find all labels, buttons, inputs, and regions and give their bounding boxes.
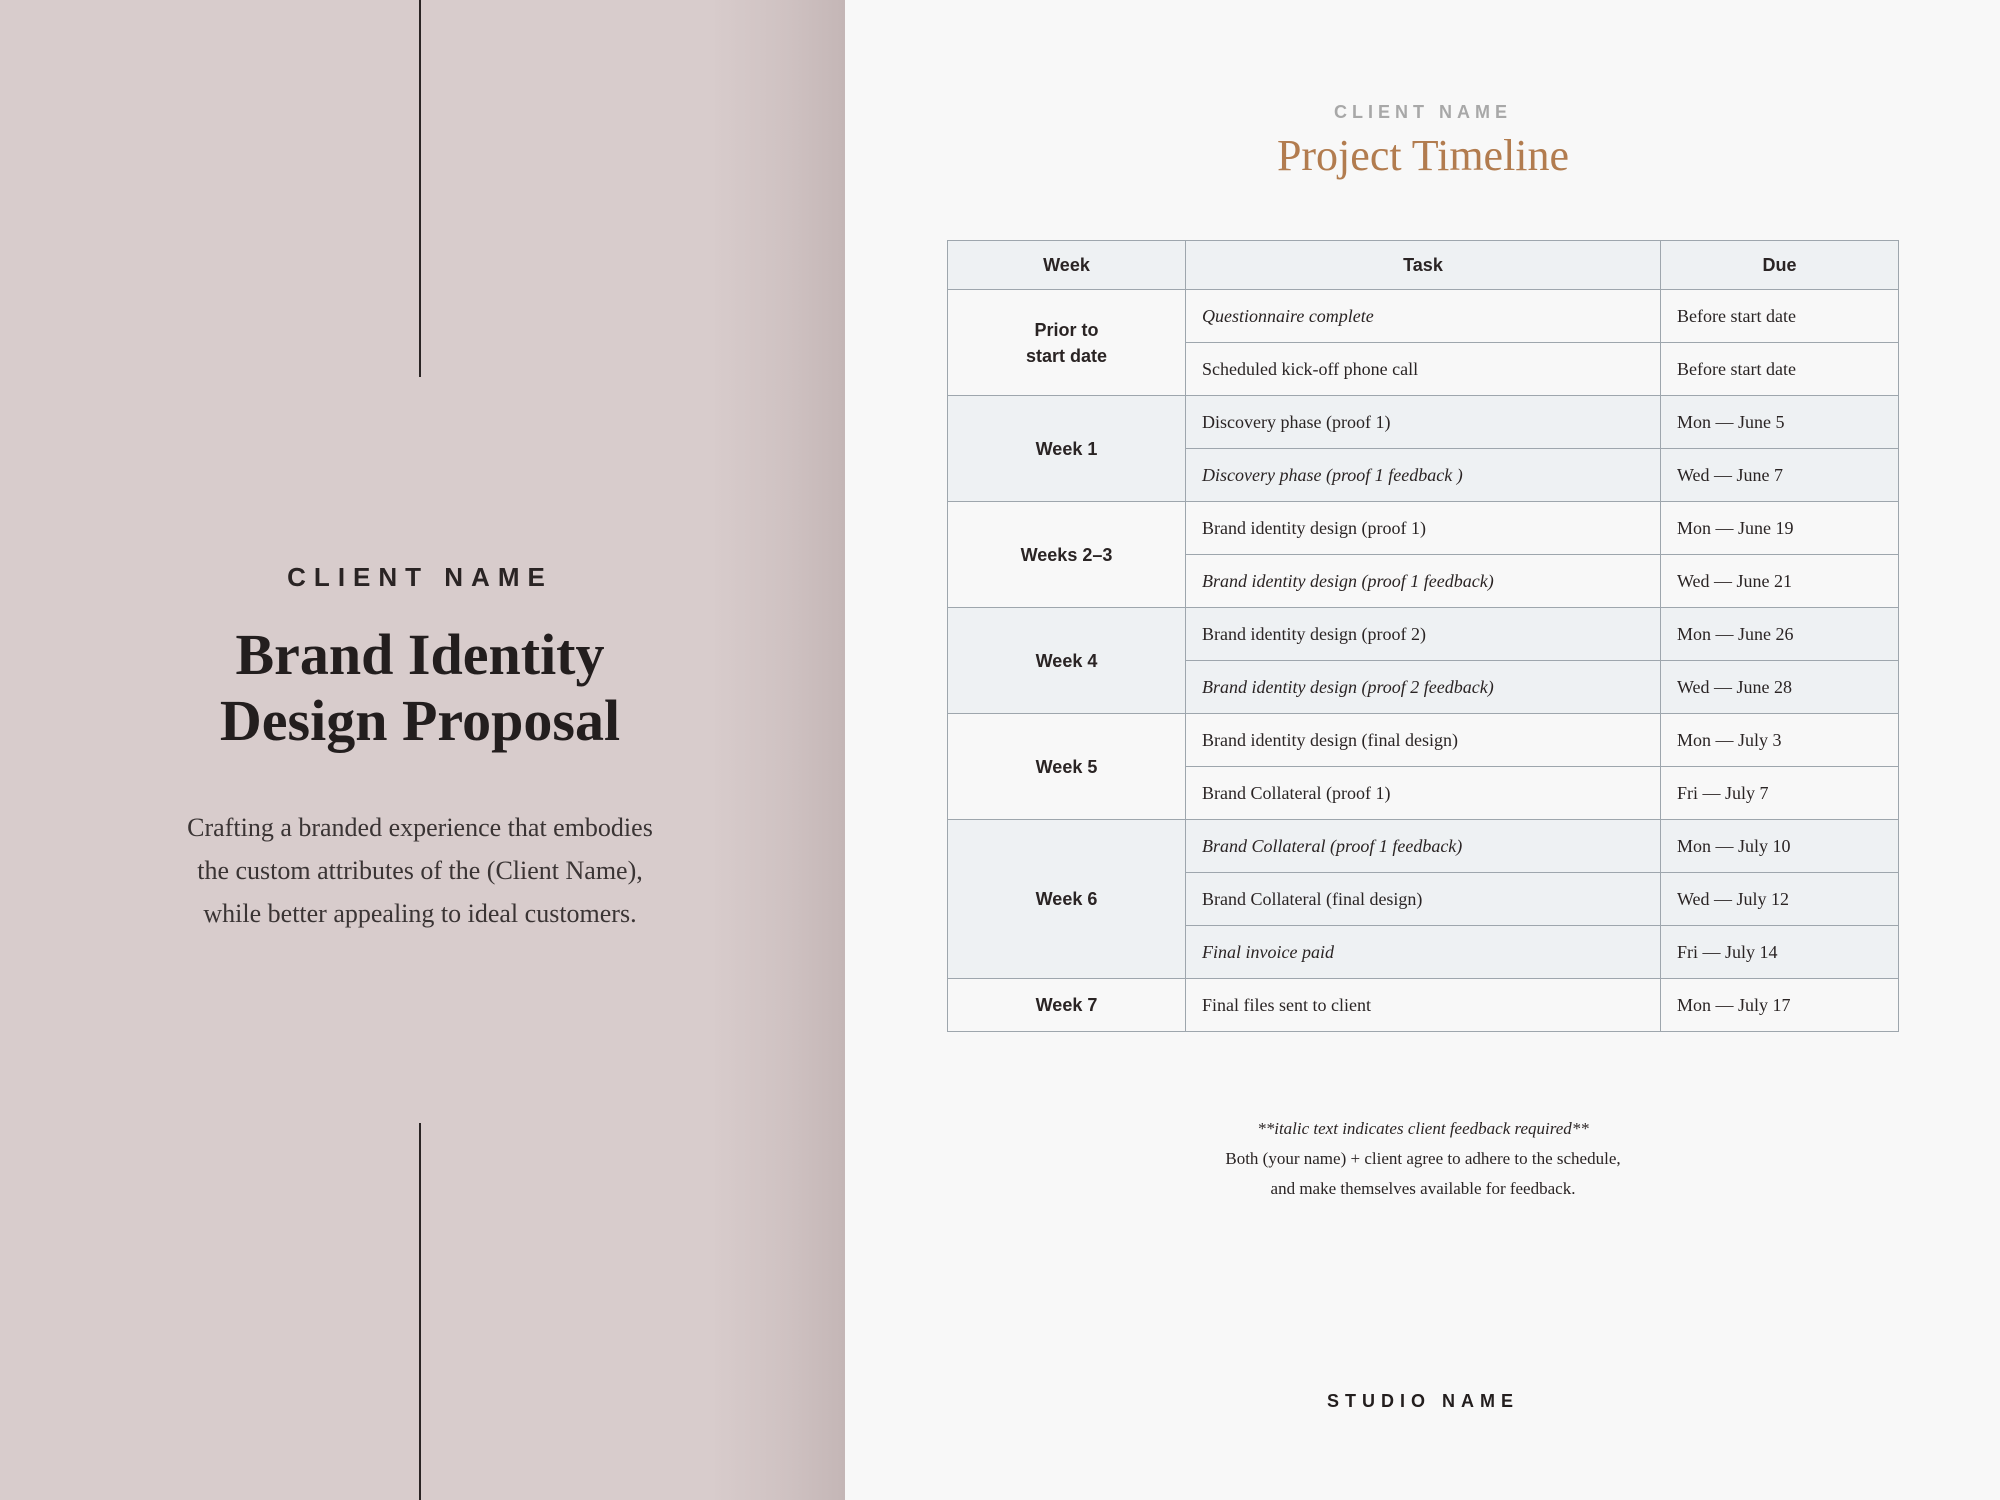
table-row xyxy=(948,979,1899,1032)
due-cell: Mon — July 10 xyxy=(1661,820,1899,873)
week-label: Week 6 xyxy=(1035,889,1098,909)
week-label: Week 7 xyxy=(1035,995,1098,1015)
page-title: Project Timeline xyxy=(1276,131,1570,180)
cover-subtitle-line: while better appealing to ideal customers. xyxy=(203,899,637,928)
due-cell: Wed — July 12 xyxy=(1661,873,1899,926)
table-row xyxy=(948,608,1899,661)
due-cell: Wed — June 21 xyxy=(1661,555,1899,608)
task-cell: Brand Collateral (proof 1 feedback) xyxy=(1186,820,1661,873)
week-label: Week 1 xyxy=(1035,438,1098,459)
due-cell: Mon — June 5 xyxy=(1661,396,1899,449)
cover-title-line: Design Proposal xyxy=(219,688,621,753)
timeline-client-name: CLIENT NAME xyxy=(1334,102,1512,122)
table-row xyxy=(948,714,1899,767)
table-row xyxy=(948,290,1899,343)
feedback-note xyxy=(947,1114,1899,1204)
task-cell: Brand identity design (final design) xyxy=(1186,714,1661,767)
cover-subtitle xyxy=(0,806,840,935)
week-cell xyxy=(948,608,1186,714)
task-cell: Brand Collateral (final design) xyxy=(1186,873,1661,926)
studio-name: STUDIO NAME xyxy=(1327,1391,1519,1411)
divider-line-bottom xyxy=(419,1123,421,1500)
cover-subtitle-line: the custom attributes of the (Client Name), xyxy=(197,856,643,885)
header-due: Due xyxy=(1661,241,1899,290)
due-cell: Wed — June 28 xyxy=(1661,661,1899,714)
divider-line-top xyxy=(419,0,421,377)
table-row xyxy=(948,820,1899,873)
cover-panel xyxy=(0,0,845,1500)
week-cell xyxy=(948,979,1186,1032)
week-label: start date xyxy=(1025,345,1108,366)
task-cell: Questionnaire complete xyxy=(1186,290,1661,343)
task-cell: Brand identity design (proof 1) xyxy=(1186,502,1661,555)
due-cell: Mon — June 19 xyxy=(1661,502,1899,555)
header-week: Week xyxy=(948,241,1186,290)
note-line: **italic text indicates client feedback required** xyxy=(1257,1119,1589,1138)
week-cell xyxy=(948,396,1186,502)
due-cell: Fri — July 7 xyxy=(1661,767,1899,820)
due-cell: Before start date xyxy=(1661,290,1899,343)
due-cell: Mon — July 17 xyxy=(1661,979,1899,1032)
due-cell: Fri — July 14 xyxy=(1661,926,1899,979)
week-cell xyxy=(948,714,1186,820)
task-cell: Scheduled kick-off phone call xyxy=(1186,343,1661,396)
cover-title-line: Brand Identity xyxy=(235,622,605,687)
task-cell: Brand identity design (proof 2 feedback) xyxy=(1186,661,1661,714)
header-task: Task xyxy=(1186,241,1661,290)
due-cell: Before start date xyxy=(1661,343,1899,396)
table-row xyxy=(948,396,1899,449)
week-label: Week 4 xyxy=(1035,650,1098,671)
table-row xyxy=(948,502,1899,555)
due-cell: Mon — June 26 xyxy=(1661,608,1899,661)
note-line: Both (your name) + client agree to adhere to the schedule, xyxy=(1225,1149,1621,1168)
week-label: Prior to xyxy=(1034,319,1099,340)
task-cell: Discovery phase (proof 1 feedback ) xyxy=(1186,449,1661,502)
task-cell: Brand identity design (proof 1 feedback) xyxy=(1186,555,1661,608)
due-cell: Mon — July 3 xyxy=(1661,714,1899,767)
week-cell xyxy=(948,502,1186,608)
task-cell: Final files sent to client xyxy=(1186,979,1661,1032)
timeline-table xyxy=(947,240,1899,1032)
cover-client-name: CLIENT NAME xyxy=(287,562,553,592)
cover-title xyxy=(0,622,840,754)
task-cell: Discovery phase (proof 1) xyxy=(1186,396,1661,449)
table-header-row xyxy=(948,241,1899,290)
timeline-body xyxy=(948,290,1899,1032)
week-label: Weeks 2–3 xyxy=(1020,544,1113,565)
task-cell: Final invoice paid xyxy=(1186,926,1661,979)
task-cell: Brand identity design (proof 2) xyxy=(1186,608,1661,661)
note-line: and make themselves available for feedback. xyxy=(1270,1179,1576,1198)
task-cell: Brand Collateral (proof 1) xyxy=(1186,767,1661,820)
due-cell: Wed — June 7 xyxy=(1661,449,1899,502)
week-cell xyxy=(948,290,1186,396)
cover-subtitle-line: Crafting a branded experience that embodies xyxy=(187,813,653,842)
week-label: Week 5 xyxy=(1035,756,1098,777)
week-cell xyxy=(948,820,1186,979)
